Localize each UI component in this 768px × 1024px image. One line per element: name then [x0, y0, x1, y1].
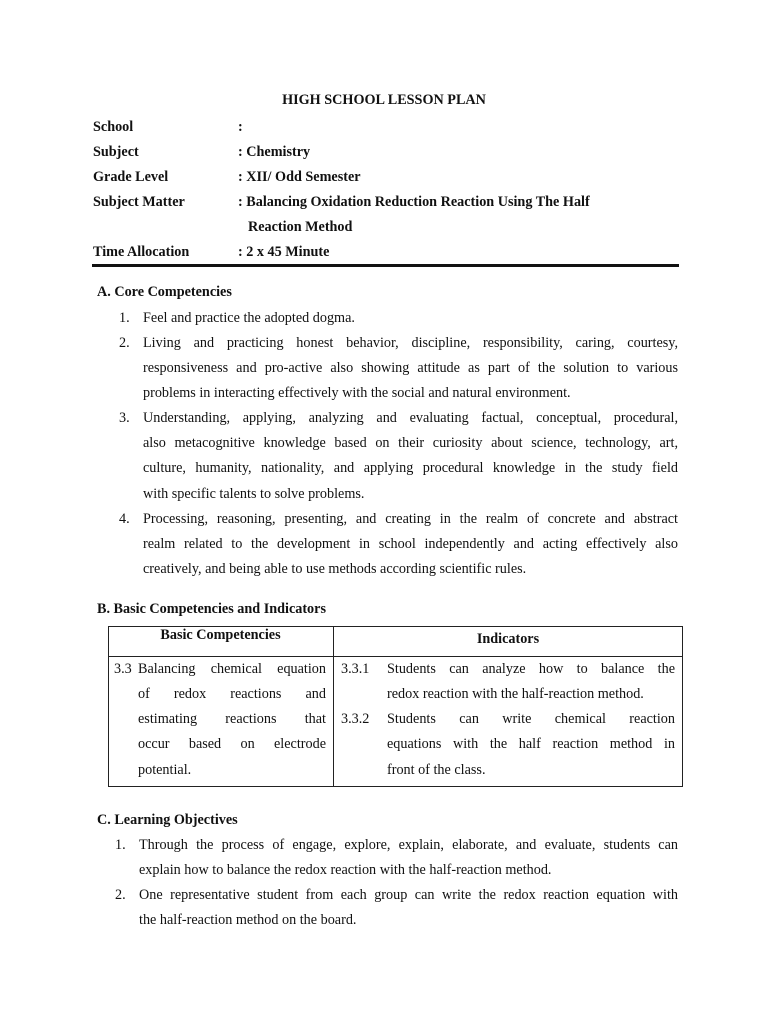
info-label-grade: Grade Level	[93, 169, 169, 185]
list-number: 2.	[115, 887, 126, 903]
list-number: 1.	[115, 837, 126, 853]
competency-line: of redox reactions and	[138, 686, 326, 702]
table-border-header	[108, 656, 683, 657]
indicator-number: 3.3.2	[341, 711, 370, 727]
info-value-grade: : XII/ Odd Semester	[238, 169, 361, 185]
info-value-time: : 2 x 45 Minute	[238, 244, 330, 260]
list-item-line: One representative student from each group can write the redox reaction equation with	[139, 887, 678, 903]
table-header-competencies: Basic Competencies	[160, 627, 281, 643]
indicator-line: Students can analyze how to balance the	[387, 661, 675, 677]
competency-number: 3.3	[114, 661, 132, 677]
table-border-bottom	[108, 786, 683, 787]
indicator-line: front of the class.	[387, 762, 486, 778]
section-c-heading: C. Learning Objectives	[97, 812, 238, 828]
list-item-line: realm related to the development in school independently and acting effectively also	[143, 536, 678, 552]
list-item-line: culture, humanity, nationality, and applying procedural knowledge in the study field	[143, 460, 678, 476]
table-header-indicators: Indicators	[476, 631, 540, 647]
list-item-line: Living and practicing honest behavior, discipline, responsibility, caring, courtesy,	[143, 335, 678, 351]
list-number: 4.	[119, 511, 130, 527]
info-label-time: Time Allocation	[93, 244, 190, 260]
table-border-right	[682, 626, 683, 787]
competency-line: occur based on electrode	[138, 736, 326, 752]
list-number: 1.	[119, 310, 130, 326]
list-item-line: responsiveness and pro-active also showing attitude as part of the solution to various	[143, 360, 678, 376]
table-border-left	[108, 626, 109, 787]
indicator-number: 3.3.1	[341, 661, 370, 677]
list-item-line: Processing, reasoning, presenting, and creating in the realm of concrete and abstract	[143, 511, 678, 527]
info-value-subject: : Chemistry	[238, 144, 311, 160]
competency-line: estimating reactions that	[138, 711, 326, 727]
list-number: 2.	[119, 335, 130, 351]
competency-line: Balancing chemical equation	[138, 661, 326, 677]
indicator-line: equations with the half reaction method in	[387, 736, 675, 752]
page-title: HIGH SCHOOL LESSON PLAN	[282, 92, 486, 108]
list-item-line: with specific talents to solve problems.	[143, 486, 365, 502]
list-item-line: Through the process of engage, explore, explain, elaborate, and evaluate, students can	[139, 837, 678, 853]
section-b-heading: B. Basic Competencies and Indicators	[97, 601, 326, 617]
indicator-line: Students can write chemical reaction	[387, 711, 675, 727]
indicator-line: redox reaction with the half-reaction method.	[387, 686, 644, 702]
list-item-line: Understanding, applying, analyzing and evaluating factual, conceptual, procedural,	[143, 410, 678, 426]
list-item-line: problems in interacting effectively with the social and natural environment.	[143, 385, 571, 401]
info-label-subject-matter: Subject Matter	[93, 194, 185, 210]
info-value-subject-matter-cont: Reaction Method	[248, 219, 353, 235]
table-border-middle	[333, 626, 334, 787]
list-item-line: explain how to balance the redox reaction with the half-reaction method.	[139, 862, 552, 878]
info-value-school: :	[238, 119, 243, 135]
list-item-line: creatively, and being able to use methods according scientific rules.	[143, 561, 527, 577]
list-number: 3.	[119, 410, 130, 426]
info-label-school: School	[93, 119, 134, 135]
header-divider	[92, 264, 679, 267]
list-item-line: the half-reaction method on the board.	[139, 912, 357, 928]
info-label-subject: Subject	[93, 144, 139, 160]
info-value-subject-matter: : Balancing Oxidation Reduction Reaction Using The Half	[238, 194, 590, 210]
list-item-line: also metacognitive knowledge based on their curiosity about science, technology, art,	[143, 435, 678, 451]
list-item-line: Feel and practice the adopted dogma.	[143, 310, 355, 326]
section-a-heading: A. Core Competencies	[97, 284, 232, 300]
competency-line: potential.	[138, 762, 192, 778]
